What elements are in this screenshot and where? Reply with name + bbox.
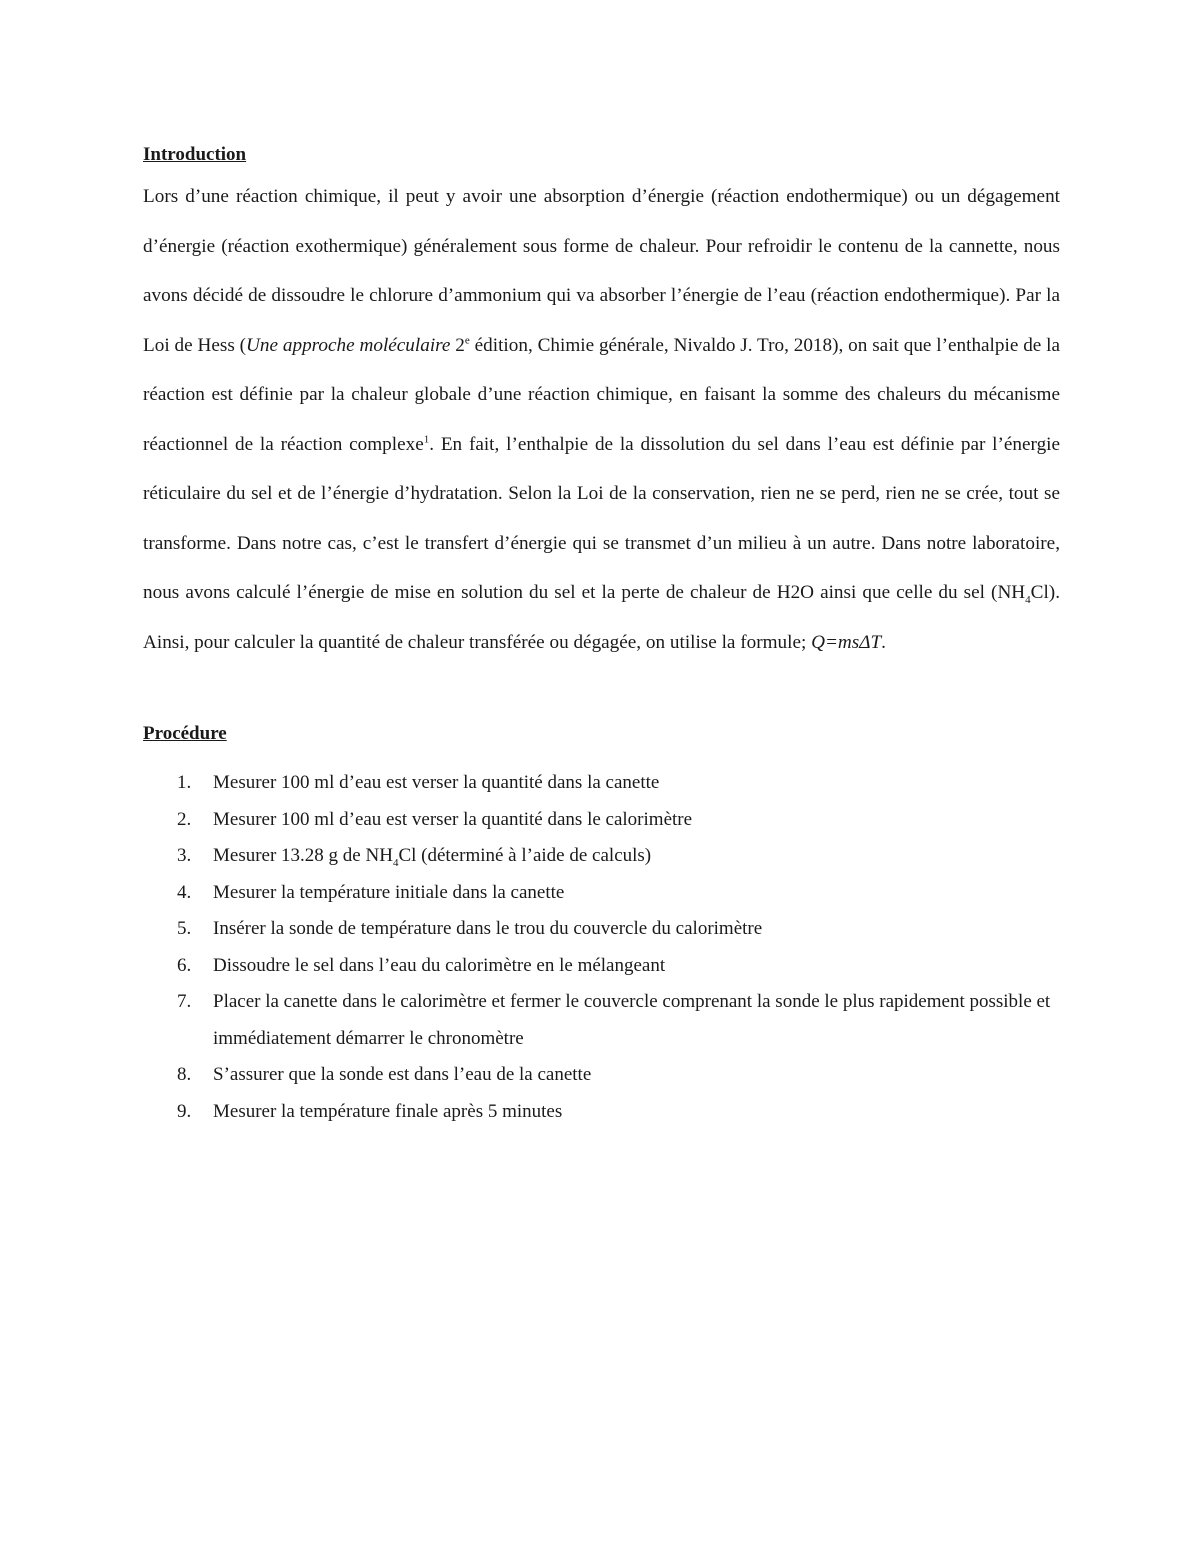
- step-text: Dissoudre le sel dans l’eau du calorimètre en le mélangeant: [213, 954, 666, 976]
- step-number: 7.: [177, 991, 192, 1012]
- list-item: [143, 1057, 1060, 1094]
- procedure-steps-list: [143, 765, 1060, 1130]
- edition-superscript: e: [464, 334, 470, 347]
- step-text: Mesurer 100 ml d’eau est verser la quantité dans le calorimètre: [213, 808, 693, 830]
- list-item: [143, 875, 1060, 912]
- list-item: [143, 948, 1060, 985]
- step-number: 9.: [177, 1100, 192, 1122]
- list-item: [143, 984, 1060, 1057]
- intro-text-part-3: . En fait, l’enthalpie de la dissolution du sel dans l’eau est définie par l’énergie réticulaire du sel et de l’énergie d’hydratation. Selon la Loi de la conservation, rien ne se perd, rien ne se crée, tout se transforme. Dans notre cas, c’est le transfert d’énergie qui se transmet d’un milieu à un autre. Dans notre laboratoire, nous avons calculé l’énergie de mise en solution du sel et la perte de chaleur de H2O ainsi que celle du sel (NH: [143, 433, 1061, 603]
- list-item: [143, 1094, 1060, 1131]
- document-page: [143, 138, 1060, 1130]
- step-text: Mesurer la température initiale dans la canette: [213, 881, 565, 903]
- step-text: [213, 838, 1060, 875]
- step-number: 4.: [177, 881, 192, 903]
- step-number: 5.: [177, 918, 192, 939]
- step-number: 6.: [177, 954, 192, 976]
- footnote-marker: 1: [423, 433, 430, 446]
- edition-number: 2: [450, 334, 465, 356]
- list-item: [143, 911, 1060, 948]
- list-item: [143, 802, 1060, 839]
- list-item: [143, 765, 1060, 802]
- procedure-heading: Procédure: [143, 723, 227, 744]
- step-text-pre: Mesurer 13.28 g de NH: [213, 845, 393, 866]
- step-text: S’assurer que la sonde est dans l’eau de la canette: [213, 1064, 592, 1085]
- step-text: Mesurer la température finale après 5 minutes: [213, 1100, 563, 1122]
- step-text-post: Cl (déterminé à l’aide de calculs): [398, 845, 652, 866]
- intro-text-part-4: Cl). Ainsi, pour calculer la quantité de chaleur transférée ou dégagée, on utilise la formule;: [143, 582, 1060, 653]
- ammonium-subscript: 4: [1025, 593, 1031, 606]
- list-item: [143, 838, 1060, 875]
- introduction-paragraph: [143, 172, 1060, 667]
- step-number: 2.: [177, 808, 192, 830]
- intro-text-part-5: .: [881, 631, 886, 653]
- intro-text-part-1: Lors d’une réaction chimique, il peut y avoir une absorption d’énergie (réaction endothermique) ou un dégagement d’énergie (réaction exothermique) généralement sous forme de chaleur. Pour refroidir le contenu de la cannette, nous avons décidé de dissoudre le chlorure d’ammonium qui va absorber l’énergie de l’eau (réaction endothermique). Par la Loi de Hess (: [143, 186, 1060, 356]
- step-subscript: 4: [392, 856, 399, 869]
- step-number: 8.: [177, 1064, 192, 1085]
- step-number: 1.: [177, 772, 192, 793]
- book-title: Une approche moléculaire: [246, 334, 451, 356]
- step-text: Insérer la sonde de température dans le trou du couvercle du calorimètre: [213, 918, 763, 939]
- step-text: Placer la canette dans le calorimètre et fermer le couvercle comprenant la sonde le plus rapidement possible et immédiatement démarrer le chronomètre: [213, 991, 1051, 1049]
- intro-text-part-2: édition, Chimie générale, Nivaldo J. Tro, 2018), on sait que l’enthalpie de la réaction est définie par la chaleur globale d’une réaction chimique, en faisant la somme des chaleurs du mécanisme réactionnel de la réaction complexe: [143, 334, 1061, 455]
- step-number: 3.: [177, 845, 192, 866]
- step-text: Mesurer 100 ml d’eau est verser la quantité dans la canette: [213, 772, 660, 793]
- heat-formula: Q=msΔT: [811, 631, 882, 653]
- introduction-heading: Introduction: [143, 144, 247, 165]
